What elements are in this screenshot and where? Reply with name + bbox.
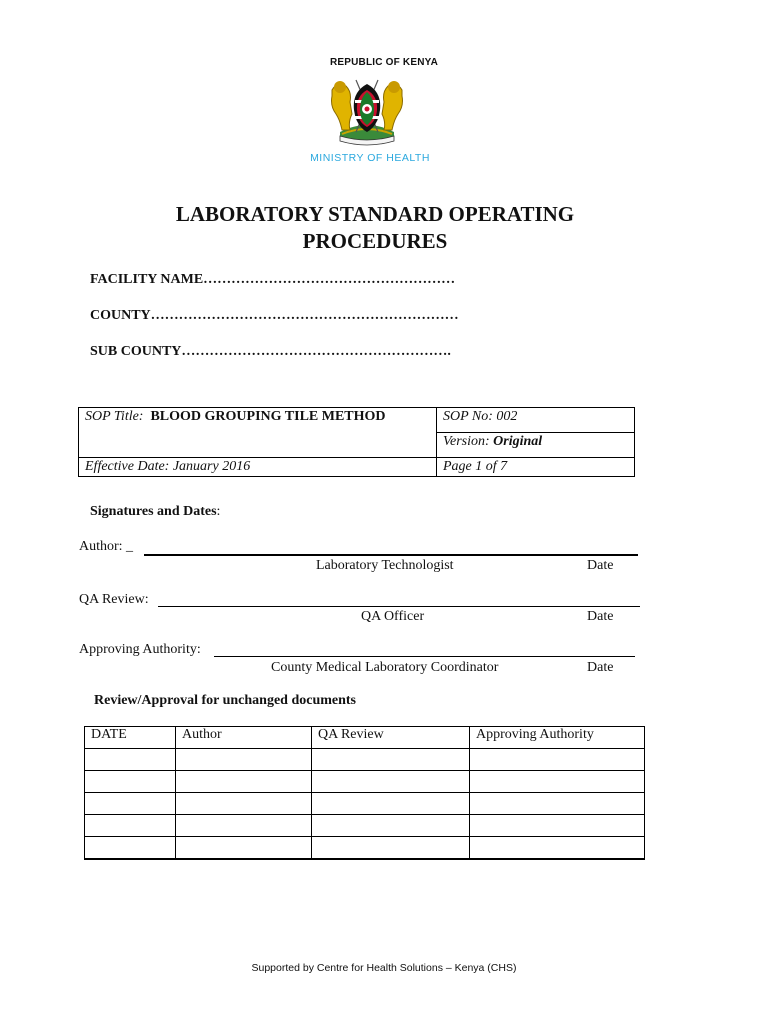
country-name: REPUBLIC OF KENYA [329, 57, 439, 68]
author-date-label: Date [587, 558, 614, 573]
review-table [84, 726, 645, 860]
effective-date: Effective Date: January 2016 [85, 459, 251, 474]
review-header-row [85, 727, 645, 749]
table-cell[interactable] [176, 749, 312, 771]
column-header-qa-review: QA Review [312, 727, 470, 749]
table-cell[interactable] [312, 771, 470, 793]
column-header-author: Author [176, 727, 312, 749]
signatures-heading-colon: : [216, 504, 221, 519]
sop-number-cell [437, 408, 635, 433]
sub-county-field[interactable]: SUB COUNTY…………………………………………………. [90, 344, 451, 359]
table-cell[interactable] [312, 793, 470, 815]
table-cell[interactable] [312, 837, 470, 860]
approving-role: County Medical Laboratory Coordinator [271, 660, 499, 675]
table-row [85, 815, 645, 837]
column-header-approving-authority: Approving Authority [470, 727, 645, 749]
table-cell[interactable] [85, 793, 176, 815]
table-cell[interactable] [470, 837, 645, 860]
table-cell[interactable] [176, 815, 312, 837]
approving-date-label: Date [587, 660, 614, 675]
qa-review-label: QA Review: [79, 592, 149, 607]
author-signature-line[interactable] [144, 554, 638, 556]
table-cell[interactable] [176, 793, 312, 815]
table-row [85, 749, 645, 771]
table-cell[interactable] [85, 749, 176, 771]
table-row [85, 771, 645, 793]
version-value: Original [493, 434, 543, 449]
qa-role: QA Officer [361, 609, 425, 624]
table-cell[interactable] [470, 815, 645, 837]
page-number: Page 1 of 7 [443, 459, 508, 474]
qa-signature-line[interactable] [158, 606, 640, 607]
footer-text: Supported by Centre for Health Solutions – Kenya (CHS) [251, 962, 517, 974]
author-role: Laboratory Technologist [316, 558, 454, 573]
column-header-date: DATE [85, 727, 176, 749]
table-cell[interactable] [85, 771, 176, 793]
sop-number: SOP No: 002 [443, 409, 518, 424]
table-row [85, 837, 645, 860]
effective-date-cell [79, 458, 437, 477]
table-cell[interactable] [176, 837, 312, 860]
table-cell[interactable] [312, 815, 470, 837]
document-title [0, 201, 750, 255]
sop-title-value: BLOOD GROUPING TILE METHOD [150, 409, 386, 424]
approving-authority-label: Approving Authority: [79, 642, 201, 657]
title-line-2: PROCEDURES [302, 229, 448, 253]
table-cell[interactable] [85, 815, 176, 837]
sop-info-table [78, 407, 635, 477]
signatures-heading-text: Signatures and Dates [90, 504, 217, 519]
version-label: Version: [443, 434, 490, 449]
page-cell [437, 458, 635, 477]
approving-signature-line[interactable] [214, 656, 635, 657]
facility-name-field[interactable]: FACILITY NAME……………………………………………… [90, 272, 456, 287]
table-cell[interactable] [85, 837, 176, 860]
table-row [85, 793, 645, 815]
sop-title-label: SOP Title: [85, 409, 144, 424]
title-line-1: LABORATORY STANDARD OPERATING [175, 202, 575, 226]
sop-title-cell [79, 408, 437, 458]
review-heading: Review/Approval for unchanged documents [94, 693, 357, 708]
signatures-heading [90, 504, 220, 520]
table-cell[interactable] [470, 749, 645, 771]
county-field[interactable]: COUNTY………………………………………………………… [90, 308, 459, 323]
ministry-name: MINISTRY OF HEALTH [310, 152, 430, 164]
qa-date-label: Date [587, 609, 614, 624]
coat-of-arms-icon [326, 70, 408, 152]
table-cell[interactable] [312, 749, 470, 771]
table-cell[interactable] [470, 793, 645, 815]
table-cell[interactable] [470, 771, 645, 793]
table-cell[interactable] [176, 771, 312, 793]
author-label: Author: _ [79, 539, 134, 554]
sop-version-cell [437, 433, 635, 458]
